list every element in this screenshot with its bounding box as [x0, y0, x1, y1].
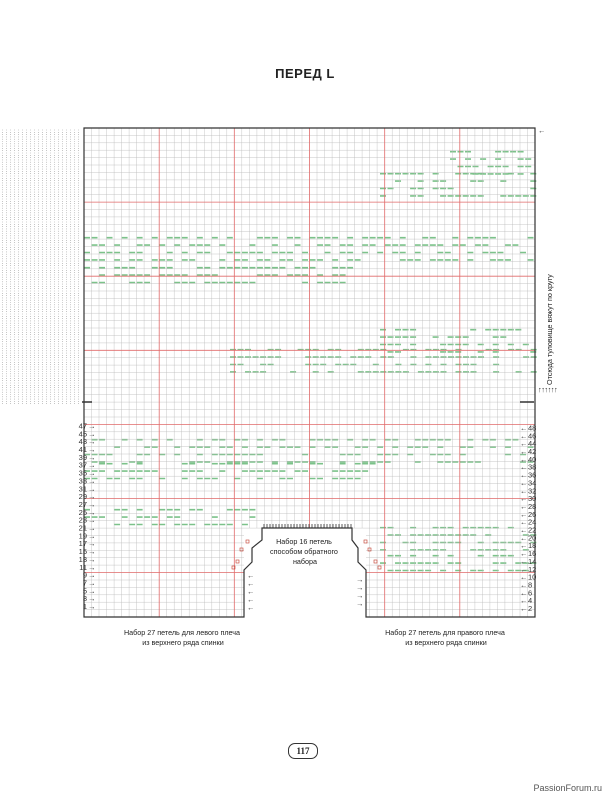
row-arrow-right: →	[88, 515, 96, 525]
row-number-left: 21	[78, 523, 87, 533]
up-arrow: ↑	[544, 385, 549, 394]
row-number-left: 9	[82, 570, 87, 580]
decrease-marker	[246, 540, 249, 543]
row-number-left: 25	[78, 507, 87, 517]
row-arrow-left: ←	[520, 423, 528, 433]
row-arrow-right: →	[88, 421, 96, 431]
center-note	[270, 537, 340, 566]
row-number-right: 36	[528, 470, 537, 480]
row-number-right: 12	[528, 564, 537, 574]
row-arrow-left: ←	[520, 604, 528, 613]
row-arrow-left: ←	[520, 454, 528, 464]
decrease-marker	[378, 566, 381, 569]
row-number-right: 10	[528, 572, 537, 582]
up-arrow: ↑	[550, 385, 555, 394]
row-number-left: 5	[82, 586, 87, 596]
row-arrow-left: ←	[520, 470, 528, 480]
right-note-line: из верхнего ряда спинки	[405, 638, 487, 647]
row-arrow-right: →	[88, 468, 96, 478]
watermark: PassionForum.ru	[533, 783, 602, 793]
up-arrow: ↑	[541, 385, 545, 394]
row-number-left: 47	[78, 421, 87, 431]
row-arrow-left: ←	[520, 596, 528, 606]
row-arrow-right: →	[356, 583, 364, 592]
colorwork-pattern	[84, 152, 537, 571]
row-arrow-left: ←	[247, 595, 255, 604]
row-number-right: 28	[528, 501, 537, 511]
row-arrow-left: ←	[520, 525, 528, 535]
row-number-left: 29	[78, 492, 87, 502]
row-arrow-left: ←	[520, 501, 528, 511]
center-note-line: способом обратного	[270, 547, 338, 556]
row-number-right: 8	[528, 580, 533, 590]
row-arrow-right: →	[88, 429, 96, 439]
row-number-left: 17	[78, 539, 87, 549]
row-number-right: 38	[528, 462, 537, 472]
row-number-right: 48	[528, 423, 537, 433]
row-number-left: 37	[78, 460, 87, 470]
row-number-left: 39	[78, 452, 87, 462]
up-arrow: ↑	[547, 385, 552, 394]
row-arrow-left: ←	[520, 478, 528, 488]
row-arrow-right: →	[88, 452, 96, 462]
center-note-line: Набор 16 петель	[276, 537, 332, 546]
row-arrow-left: ←	[247, 603, 255, 612]
row-number-right: 22	[528, 525, 537, 535]
row-number-left: 43	[78, 437, 87, 447]
row-arrow-left: ←	[247, 587, 255, 596]
row-number-right: 40	[528, 454, 537, 464]
row-number-left: 45	[78, 429, 87, 439]
row-number-left: 13	[78, 554, 87, 564]
row-arrow-right: →	[88, 578, 96, 588]
row-arrow-left: ←	[520, 564, 528, 574]
row-arrow-right: →	[88, 562, 96, 572]
row-arrow-left: ←	[520, 588, 528, 598]
pattern-stitches	[84, 152, 537, 571]
row-arrow-right: →	[88, 507, 96, 517]
row-number-left: 1	[82, 602, 87, 611]
row-arrow-right: →	[88, 547, 96, 557]
row-arrow-left: ←	[520, 486, 528, 496]
row-arrow-left: ←	[520, 431, 528, 441]
row-arrow-right: →	[88, 554, 96, 564]
row-arrow-right: →	[88, 586, 96, 596]
row-number-left: 11	[79, 562, 87, 572]
row-number-right: 34	[528, 478, 537, 488]
right-note-line: Набор 27 петель для правого плеча	[385, 628, 505, 637]
left-note-line: Набор 27 петель для левого плеча	[123, 628, 241, 637]
up-arrow: ↑	[554, 385, 558, 394]
row-number-left: 19	[78, 531, 87, 541]
row-arrow-left: ←	[538, 126, 546, 135]
row-arrow-right: →	[356, 591, 364, 600]
row-arrow-right: →	[88, 492, 96, 502]
dot-texture	[2, 130, 79, 404]
row-arrow-left: ←	[520, 549, 528, 559]
row-number-right: 2	[528, 604, 533, 613]
row-number-right: 30	[528, 494, 537, 504]
center-note-line: набора	[292, 557, 318, 566]
row-number-right: 16	[528, 549, 537, 559]
row-number-right: 44	[528, 439, 537, 449]
row-number-right: 6	[528, 588, 533, 598]
row-arrow-right: →	[88, 570, 96, 580]
row-arrow-left: ←	[520, 447, 528, 456]
left-note	[124, 628, 242, 647]
row-number-right: 42	[528, 447, 537, 456]
page-number: 117	[288, 743, 318, 759]
row-arrow-right: →	[88, 539, 96, 549]
row-arrow-right: →	[356, 599, 364, 608]
row-number-right: 26	[528, 509, 537, 519]
row-arrow-left: ←	[247, 579, 255, 588]
row-number-right: 32	[528, 486, 537, 496]
row-arrow-right: →	[88, 437, 96, 447]
decrease-marker	[364, 540, 367, 543]
row-arrow-left: ←	[520, 517, 528, 527]
row-arrow-right: →	[356, 575, 364, 584]
row-number-right: 24	[528, 517, 537, 527]
decrease-marker	[374, 560, 377, 563]
row-number-left: 7	[82, 578, 87, 588]
row-arrow-right: →	[88, 531, 96, 541]
row-number-left: 3	[82, 594, 87, 604]
side-note: Отсюда туловище вяжут по кругу	[545, 274, 554, 385]
row-arrow-right: →	[88, 594, 96, 604]
row-arrow-left: ←	[520, 533, 528, 543]
left-note-line: из верхнего ряда спинки	[142, 638, 224, 647]
row-number-left: 15	[78, 547, 87, 557]
row-number-left: 31	[78, 484, 87, 494]
row-arrow-left: ←	[520, 556, 528, 566]
page-title: ПЕРЕД L	[275, 66, 335, 81]
row-number-left: 33	[78, 476, 87, 486]
row-number-right: 14	[528, 556, 537, 566]
row-number-right: 4	[528, 596, 533, 606]
row-number-left: 23	[78, 515, 87, 525]
row-arrow-left: ←	[520, 509, 528, 519]
row-arrow-right: →	[88, 523, 96, 533]
row-arrow-left: ←	[520, 541, 528, 551]
decrease-marker	[236, 560, 239, 563]
row-number-left: 41	[78, 445, 87, 454]
row-arrow-right: →	[88, 460, 96, 470]
row-arrow-left: ←	[247, 571, 255, 580]
row-arrow-left: ←	[520, 439, 528, 449]
row-number-right: 20	[528, 533, 537, 543]
row-number-left: 35	[78, 468, 87, 478]
up-arrow: ↑	[538, 385, 542, 394]
row-arrow-left: ←	[520, 494, 528, 504]
row-arrow-right: →	[88, 445, 96, 454]
row-number-right: 46	[528, 431, 537, 441]
dotted-fill-area	[2, 130, 79, 404]
row-number-left: 27	[78, 499, 87, 509]
row-arrow-right: →	[88, 602, 96, 611]
row-arrow-right: →	[88, 484, 96, 494]
decrease-marker	[240, 548, 243, 551]
row-arrow-right: →	[88, 476, 96, 486]
row-number-right: 18	[528, 541, 537, 551]
row-arrow-left: ←	[520, 462, 528, 472]
row-arrow-left: ←	[520, 580, 528, 590]
row-arrow-left: ←	[520, 572, 528, 582]
right-note	[385, 628, 507, 647]
row-arrow-right: →	[88, 499, 96, 509]
